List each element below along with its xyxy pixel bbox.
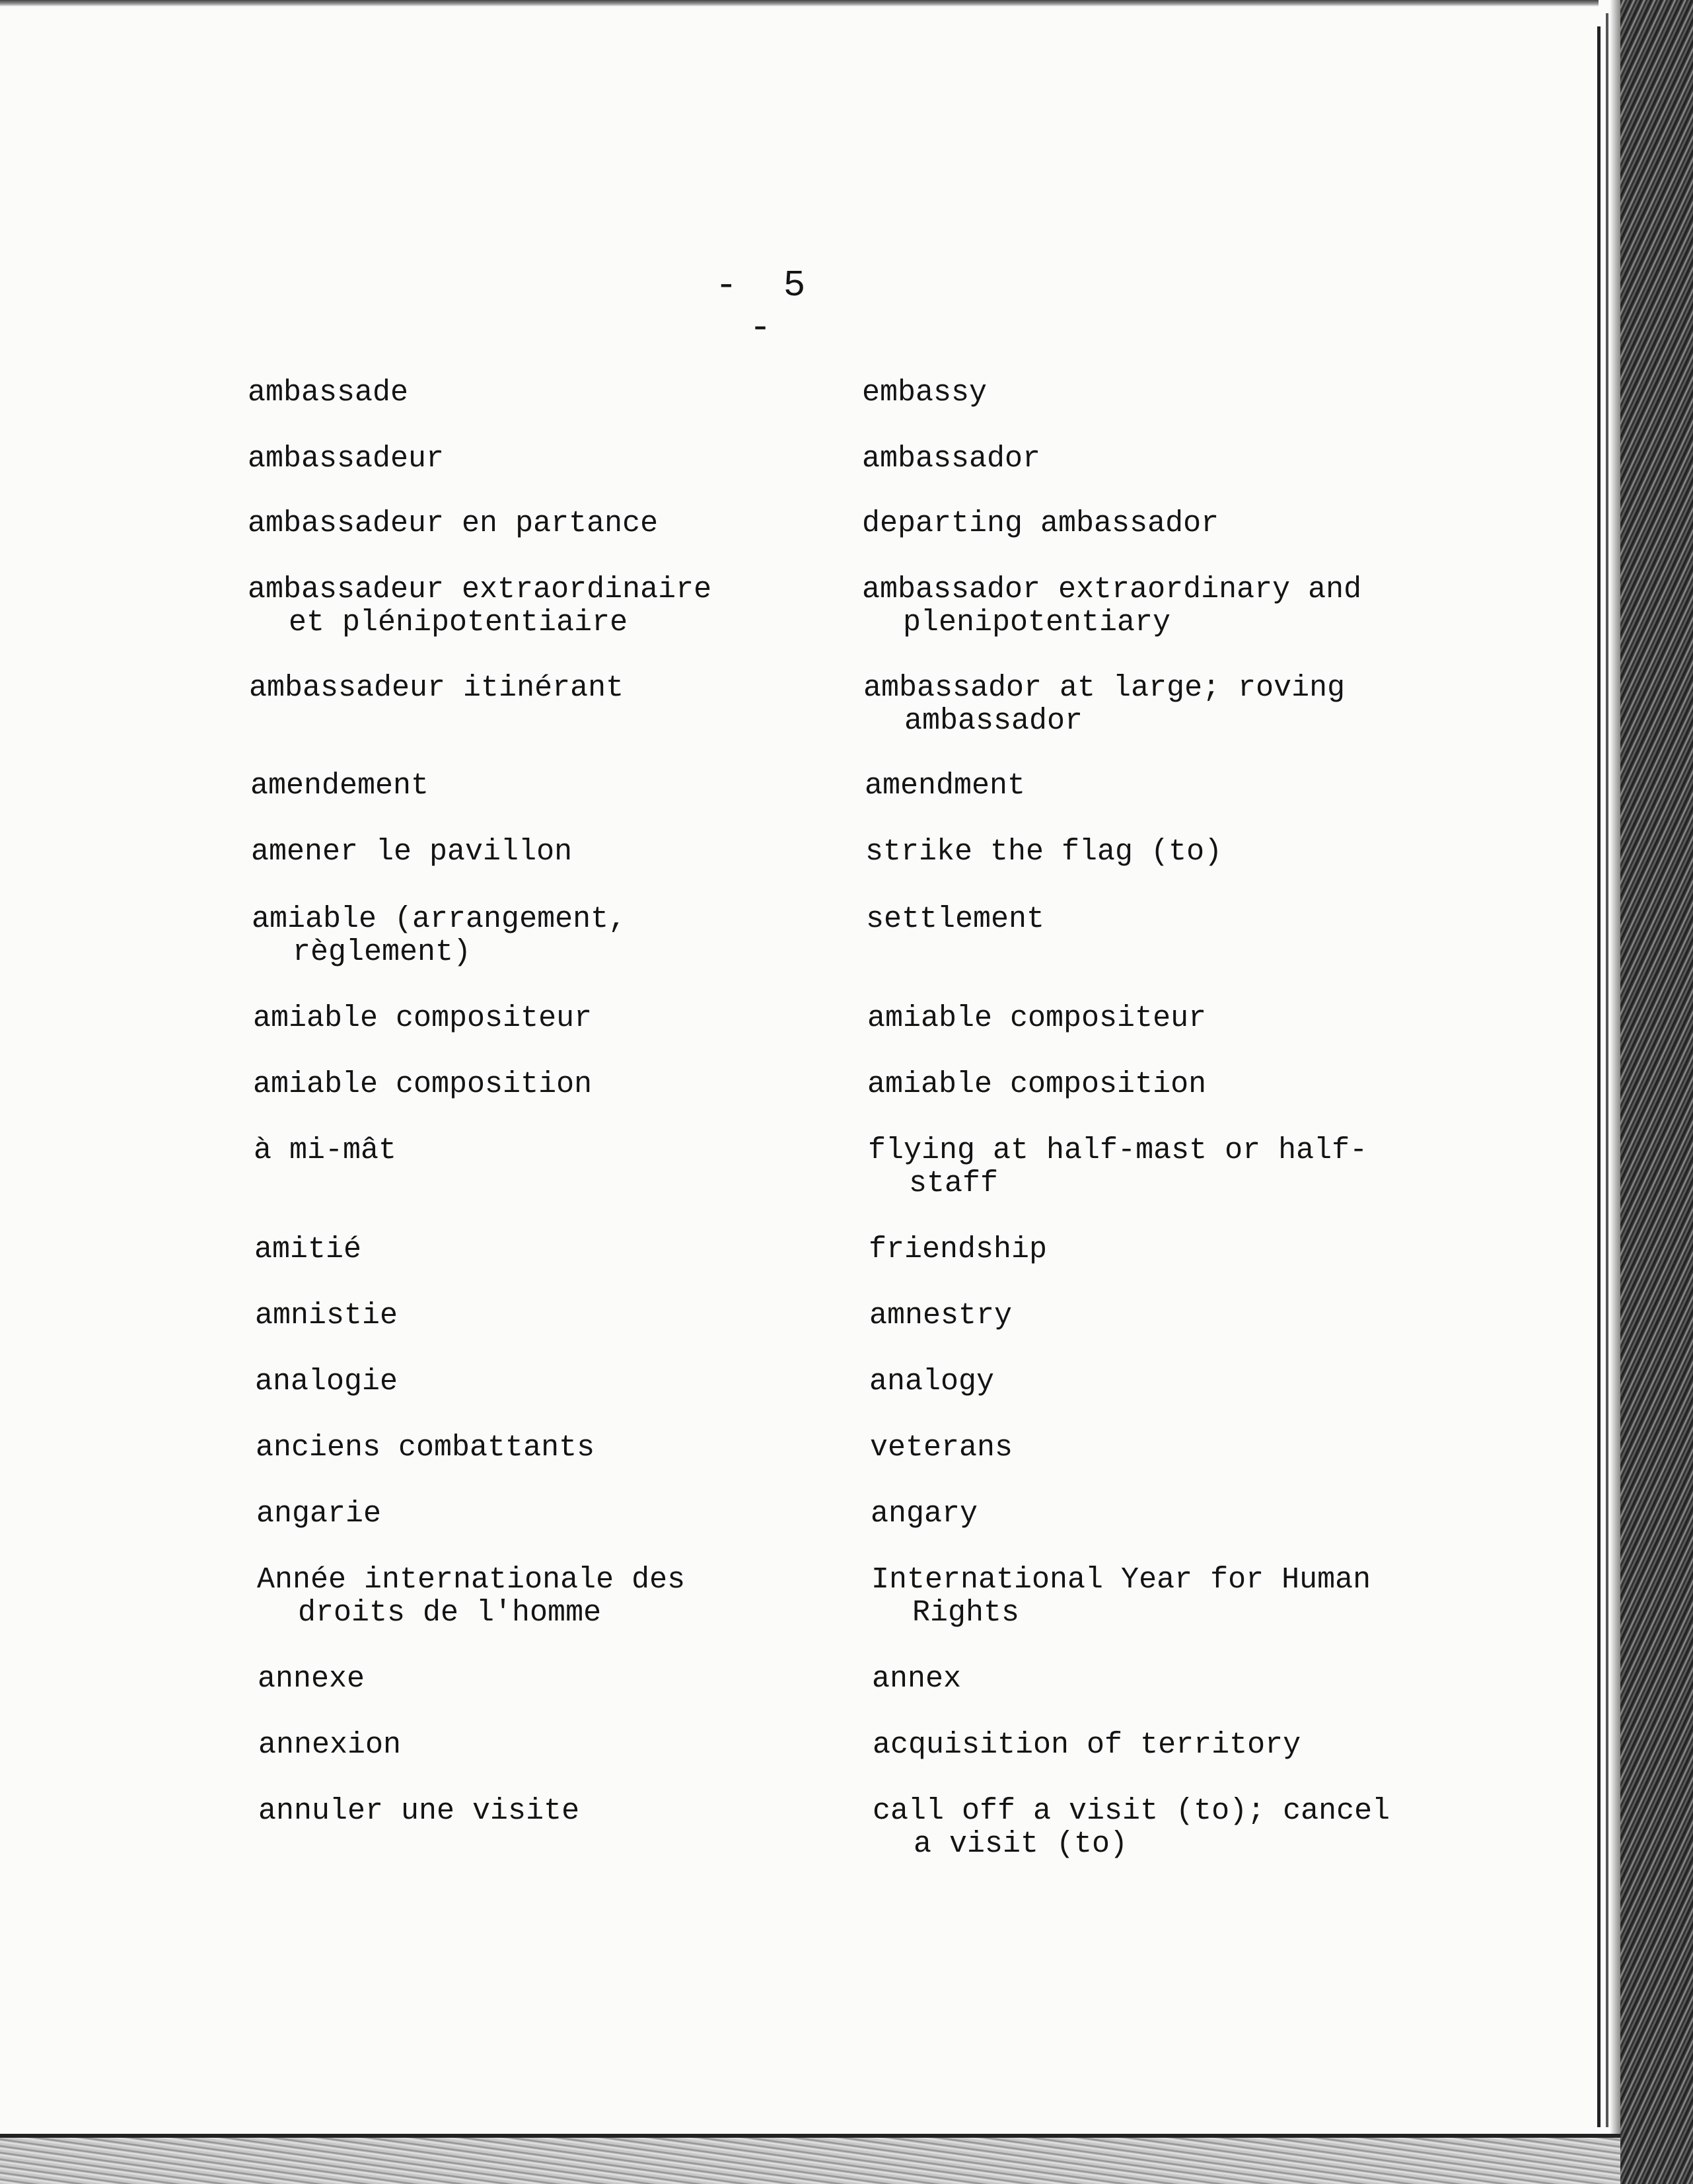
french-term-line: ambassadeur extraordinaire	[248, 573, 712, 606]
french-term-line: analogie	[255, 1365, 398, 1399]
english-term	[867, 1068, 1206, 1101]
french-term	[256, 1498, 381, 1531]
english-term-line: call off a visit (to); cancel	[873, 1794, 1390, 1828]
english-term-line: amiable composition	[867, 1068, 1207, 1101]
english-term-line: settlement	[866, 902, 1045, 936]
english-term-line: amendment	[865, 769, 1026, 803]
french-term	[256, 1432, 594, 1465]
english-term-line: veterans	[870, 1431, 1013, 1465]
french-term	[258, 1795, 579, 1828]
french-term	[251, 836, 572, 869]
french-term-line: amnistie	[255, 1299, 398, 1332]
french-term	[254, 1233, 361, 1266]
english-term	[862, 573, 1361, 639]
french-term-line: droits de l'homme	[298, 1596, 602, 1630]
english-term	[862, 377, 987, 410]
english-term-line: ambassador extraordinary and	[862, 573, 1362, 606]
french-term-line: ambassadeur	[248, 442, 445, 476]
english-term-line: acquisition of territory	[873, 1728, 1301, 1762]
english-term-line: friendship	[869, 1233, 1048, 1266]
english-term	[862, 507, 1219, 540]
english-term-line: ambassador	[862, 442, 1041, 476]
french-term	[255, 1365, 398, 1399]
english-term-line: departing ambassador	[862, 507, 1219, 540]
french-term	[248, 377, 408, 410]
french-term-line: ambassadeur itinérant	[249, 671, 624, 705]
french-term	[252, 903, 626, 969]
english-term	[871, 1498, 978, 1531]
english-term-line: flying at half-mast or half-	[868, 1134, 1368, 1167]
english-term-line: staff	[909, 1167, 999, 1200]
french-term-line: règlement)	[293, 935, 472, 969]
french-term	[250, 770, 429, 803]
french-term-line: anciens combattants	[256, 1431, 595, 1465]
english-term-line: annex	[872, 1662, 962, 1696]
english-term-line: amiable compositeur	[867, 1001, 1207, 1035]
french-term-line: annexion	[258, 1728, 402, 1762]
french-term	[253, 1068, 592, 1101]
english-term-line: Rights	[912, 1596, 1020, 1630]
english-term	[867, 1002, 1206, 1035]
english-term-line: ambassador at large; roving	[863, 671, 1346, 705]
page-number: - 5 -	[715, 264, 818, 349]
english-term	[870, 1432, 1013, 1465]
french-term	[248, 443, 444, 476]
french-term-line: amendement	[250, 769, 429, 803]
french-term-line: amiable compositeur	[253, 1001, 593, 1035]
english-term-line: plenipotentiary	[903, 606, 1171, 639]
french-term	[248, 507, 658, 540]
english-term	[869, 1299, 1012, 1332]
english-term	[869, 1233, 1047, 1266]
english-term	[866, 903, 1044, 936]
french-term-line: ambassadeur en partance	[248, 507, 659, 540]
english-term-line: embassy	[862, 376, 988, 410]
english-term-line: International Year for Human	[871, 1563, 1371, 1597]
french-term-line: Année internationale des	[257, 1563, 686, 1597]
french-term	[255, 1299, 398, 1332]
french-term	[258, 1663, 365, 1696]
english-term	[872, 1663, 961, 1696]
french-term-line: annexe	[258, 1662, 365, 1696]
french-term	[248, 573, 711, 639]
english-term	[863, 672, 1345, 738]
french-term-line: amiable (arrangement,	[252, 902, 627, 936]
french-term-line: ambassade	[248, 376, 409, 410]
french-term-line: annuler une visite	[258, 1794, 580, 1828]
english-term	[862, 443, 1040, 476]
french-term-line: amitié	[254, 1233, 362, 1266]
french-term	[258, 1729, 401, 1762]
french-term	[257, 1564, 685, 1630]
english-term	[865, 836, 1222, 869]
french-term	[253, 1002, 592, 1035]
french-term	[254, 1134, 396, 1167]
english-term	[873, 1795, 1390, 1861]
french-term-line: amener le pavillon	[251, 835, 573, 869]
french-term-line: angarie	[256, 1497, 382, 1531]
english-term-line: ambassador	[904, 704, 1083, 738]
english-term-line: angary	[871, 1497, 978, 1531]
french-term-line: à mi-mât	[254, 1134, 397, 1167]
english-term	[865, 770, 1025, 803]
english-term-line: strike the flag (to)	[865, 835, 1223, 869]
french-term	[249, 672, 624, 705]
french-term-line: et plénipotentiaire	[289, 606, 628, 639]
french-term-line: amiable composition	[253, 1068, 593, 1101]
english-term	[869, 1365, 994, 1399]
english-term	[873, 1729, 1301, 1762]
english-term-line: analogy	[869, 1365, 995, 1399]
english-term-line: a visit (to)	[914, 1827, 1128, 1861]
english-term	[871, 1564, 1371, 1630]
english-term	[868, 1134, 1367, 1200]
english-term-line: amnestry	[869, 1299, 1013, 1332]
